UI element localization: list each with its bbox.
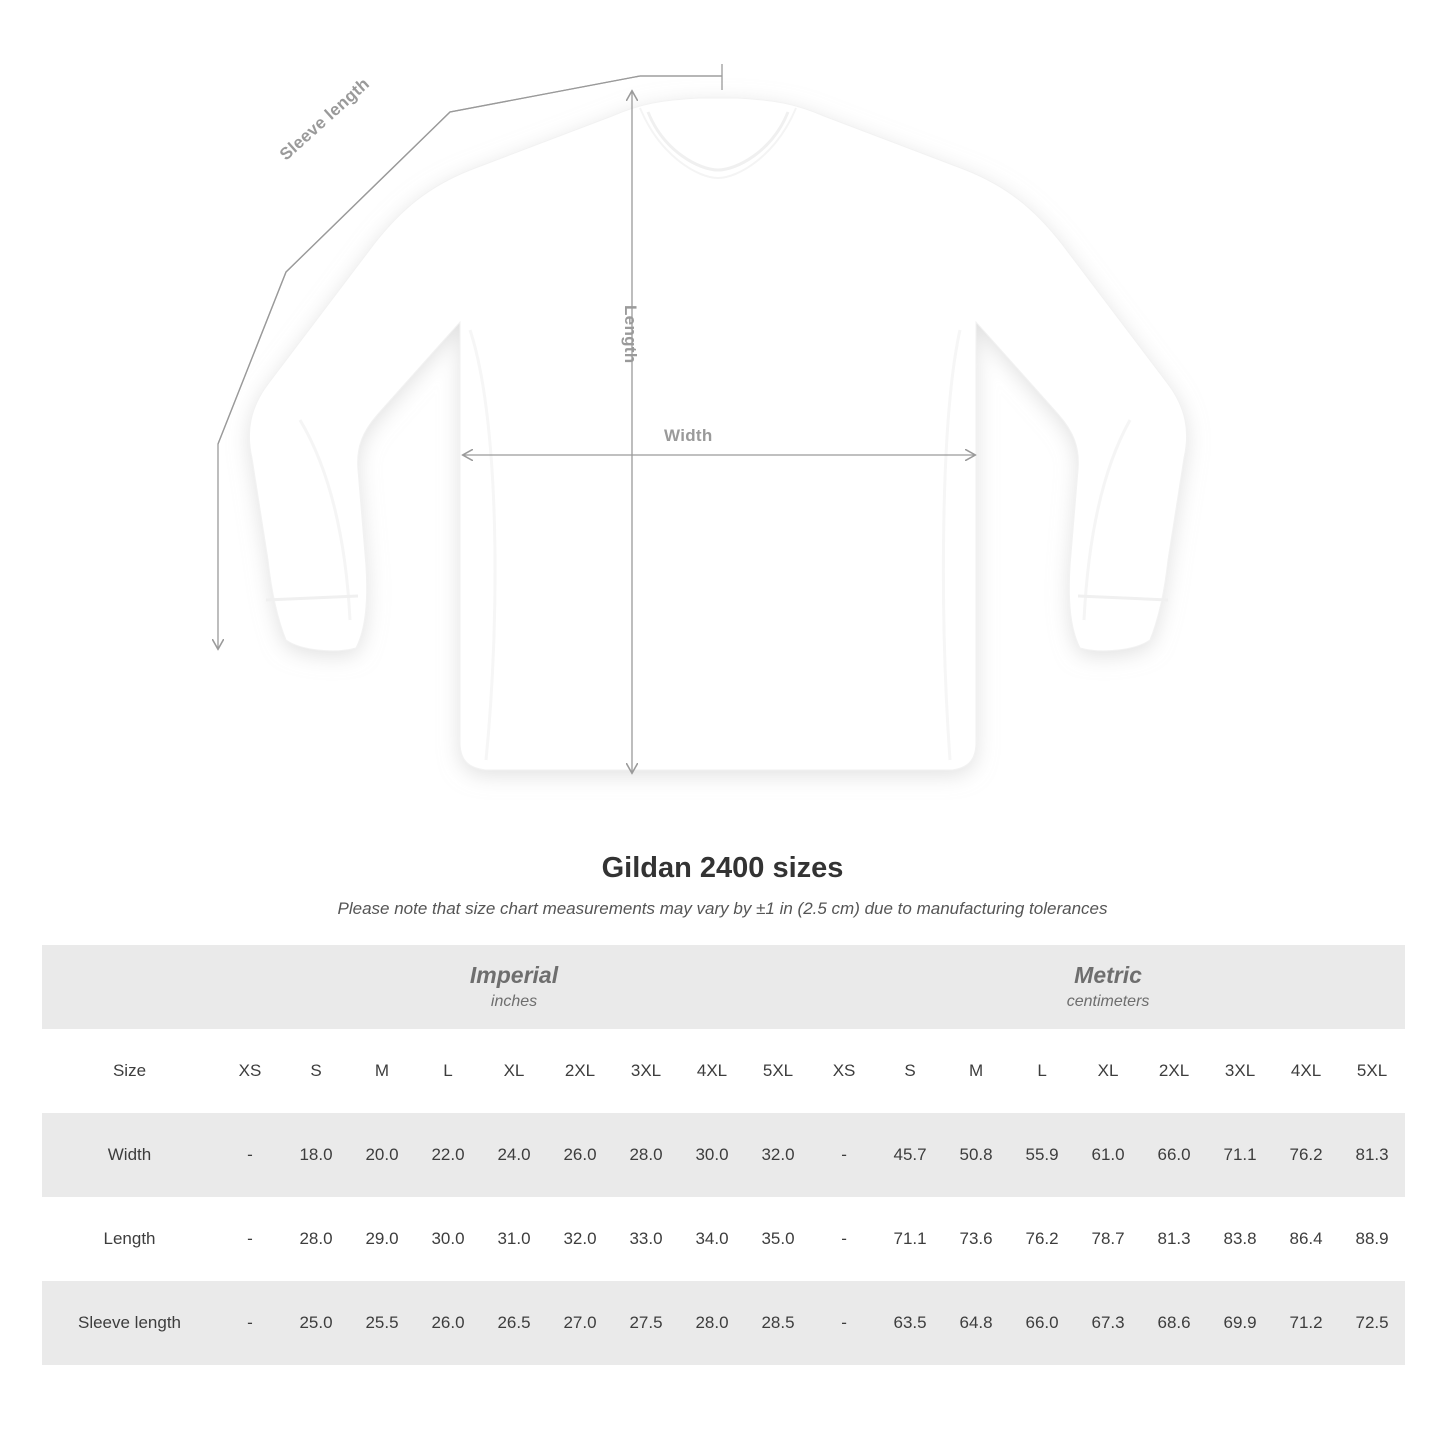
- cell-sleeve-metric-s: 63.5: [877, 1281, 943, 1365]
- header-imperial-3xl: 3XL: [613, 1029, 679, 1113]
- page-title: Gildan 2400 sizes: [601, 852, 844, 884]
- table-row: [42, 1113, 1405, 1197]
- header-imperial-2xl: 2XL: [547, 1029, 613, 1113]
- header-metric-m: M: [943, 1029, 1009, 1113]
- cell-length-metric-4xl: 86.4: [1273, 1197, 1339, 1281]
- cell-width-metric-l: 55.9: [1009, 1113, 1075, 1197]
- imperial-unit-cell: [217, 945, 811, 1029]
- title-block: [0, 852, 1445, 919]
- cell-width-metric-xl: 61.0: [1075, 1113, 1141, 1197]
- row-label-sleeve-length: Sleeve length: [42, 1281, 217, 1365]
- width-label: Width: [664, 426, 713, 445]
- cell-length-imperial-3xl: 33.0: [613, 1197, 679, 1281]
- header-metric-4xl: 4XL: [1273, 1029, 1339, 1113]
- cell-sleeve-metric-xs: -: [811, 1281, 877, 1365]
- metric-subtitle: centimeters: [1066, 992, 1150, 1010]
- cell-length-metric-2xl: 81.3: [1141, 1197, 1207, 1281]
- cell-length-imperial-l: 30.0: [415, 1197, 481, 1281]
- cell-sleeve-imperial-3xl: 27.5: [613, 1281, 679, 1365]
- metric-title: Metric: [1074, 962, 1142, 989]
- cell-sleeve-metric-2xl: 68.6: [1141, 1281, 1207, 1365]
- cell-width-metric-2xl: 66.0: [1141, 1113, 1207, 1197]
- cell-length-metric-xl: 78.7: [1075, 1197, 1141, 1281]
- cell-sleeve-imperial-xs: -: [217, 1281, 283, 1365]
- cell-sleeve-metric-4xl: 71.2: [1273, 1281, 1339, 1365]
- size-table-wrapper: [42, 945, 1403, 1365]
- size-header: Size: [42, 1029, 217, 1113]
- cell-sleeve-imperial-5xl: 28.5: [745, 1281, 811, 1365]
- cell-width-metric-m: 50.8: [943, 1113, 1009, 1197]
- cell-length-metric-s: 71.1: [877, 1197, 943, 1281]
- cell-width-metric-xs: -: [811, 1113, 877, 1197]
- cell-sleeve-imperial-m: 25.5: [349, 1281, 415, 1365]
- cell-width-imperial-4xl: 30.0: [679, 1113, 745, 1197]
- header-imperial-s: S: [283, 1029, 349, 1113]
- cell-width-imperial-m: 20.0: [349, 1113, 415, 1197]
- cell-sleeve-metric-5xl: 72.5: [1339, 1281, 1405, 1365]
- metric-unit-cell: [811, 945, 1405, 1029]
- cell-length-imperial-2xl: 32.0: [547, 1197, 613, 1281]
- cell-sleeve-imperial-2xl: 27.0: [547, 1281, 613, 1365]
- unit-spacer-left: [42, 945, 217, 1029]
- size-table: [42, 945, 1405, 1365]
- cell-sleeve-metric-l: 66.0: [1009, 1281, 1075, 1365]
- cell-length-metric-l: 76.2: [1009, 1197, 1075, 1281]
- imperial-title: Imperial: [469, 962, 559, 989]
- cell-sleeve-metric-xl: 67.3: [1075, 1281, 1141, 1365]
- cell-sleeve-metric-m: 64.8: [943, 1281, 1009, 1365]
- unit-header-row: [42, 945, 1405, 1029]
- header-imperial-5xl: 5XL: [745, 1029, 811, 1113]
- header-imperial-xl: XL: [481, 1029, 547, 1113]
- header-metric-2xl: 2XL: [1141, 1029, 1207, 1113]
- cell-length-imperial-s: 28.0: [283, 1197, 349, 1281]
- row-label-width: Width: [42, 1113, 217, 1197]
- cell-width-metric-3xl: 71.1: [1207, 1113, 1273, 1197]
- header-metric-xs: XS: [811, 1029, 877, 1113]
- table-row: [42, 1281, 1405, 1365]
- header-metric-s: S: [877, 1029, 943, 1113]
- cell-length-imperial-xl: 31.0: [481, 1197, 547, 1281]
- tolerance-note: Please note that size chart measurements may vary by ±1 in (2.5 cm) due to manufacturing tolerances: [337, 899, 1108, 918]
- cell-length-metric-m: 73.6: [943, 1197, 1009, 1281]
- cell-width-imperial-l: 22.0: [415, 1113, 481, 1197]
- cell-sleeve-imperial-l: 26.0: [415, 1281, 481, 1365]
- cell-length-imperial-4xl: 34.0: [679, 1197, 745, 1281]
- shirt-silhouette: [249, 98, 1186, 770]
- cell-width-metric-4xl: 76.2: [1273, 1113, 1339, 1197]
- header-imperial-m: M: [349, 1029, 415, 1113]
- row-label-length: Length: [42, 1197, 217, 1281]
- cell-width-imperial-5xl: 32.0: [745, 1113, 811, 1197]
- cell-length-metric-3xl: 83.8: [1207, 1197, 1273, 1281]
- cell-width-imperial-xs: -: [217, 1113, 283, 1197]
- cell-length-metric-xs: -: [811, 1197, 877, 1281]
- cell-length-imperial-xs: -: [217, 1197, 283, 1281]
- table-row: [42, 1197, 1405, 1281]
- cell-sleeve-metric-3xl: 69.9: [1207, 1281, 1273, 1365]
- header-metric-l: L: [1009, 1029, 1075, 1113]
- length-label: Length: [621, 305, 640, 364]
- header-imperial-4xl: 4XL: [679, 1029, 745, 1113]
- header-metric-xl: XL: [1075, 1029, 1141, 1113]
- imperial-subtitle: inches: [490, 992, 538, 1010]
- cell-length-imperial-m: 29.0: [349, 1197, 415, 1281]
- cell-length-imperial-5xl: 35.0: [745, 1197, 811, 1281]
- header-imperial-l: L: [415, 1029, 481, 1113]
- cell-sleeve-imperial-xl: 26.5: [481, 1281, 547, 1365]
- sleeve-length-label: Sleeve length: [276, 74, 374, 165]
- cell-width-metric-s: 45.7: [877, 1113, 943, 1197]
- header-imperial-xs: XS: [217, 1029, 283, 1113]
- header-metric-3xl: 3XL: [1207, 1029, 1273, 1113]
- cell-width-metric-5xl: 81.3: [1339, 1113, 1405, 1197]
- header-metric-5xl: 5XL: [1339, 1029, 1405, 1113]
- cell-width-imperial-3xl: 28.0: [613, 1113, 679, 1197]
- cell-width-imperial-xl: 24.0: [481, 1113, 547, 1197]
- cell-length-metric-5xl: 88.9: [1339, 1197, 1405, 1281]
- column-header-row: [42, 1029, 1405, 1113]
- cell-sleeve-imperial-4xl: 28.0: [679, 1281, 745, 1365]
- cell-sleeve-imperial-s: 25.0: [283, 1281, 349, 1365]
- cell-width-imperial-s: 18.0: [283, 1113, 349, 1197]
- cell-width-imperial-2xl: 26.0: [547, 1113, 613, 1197]
